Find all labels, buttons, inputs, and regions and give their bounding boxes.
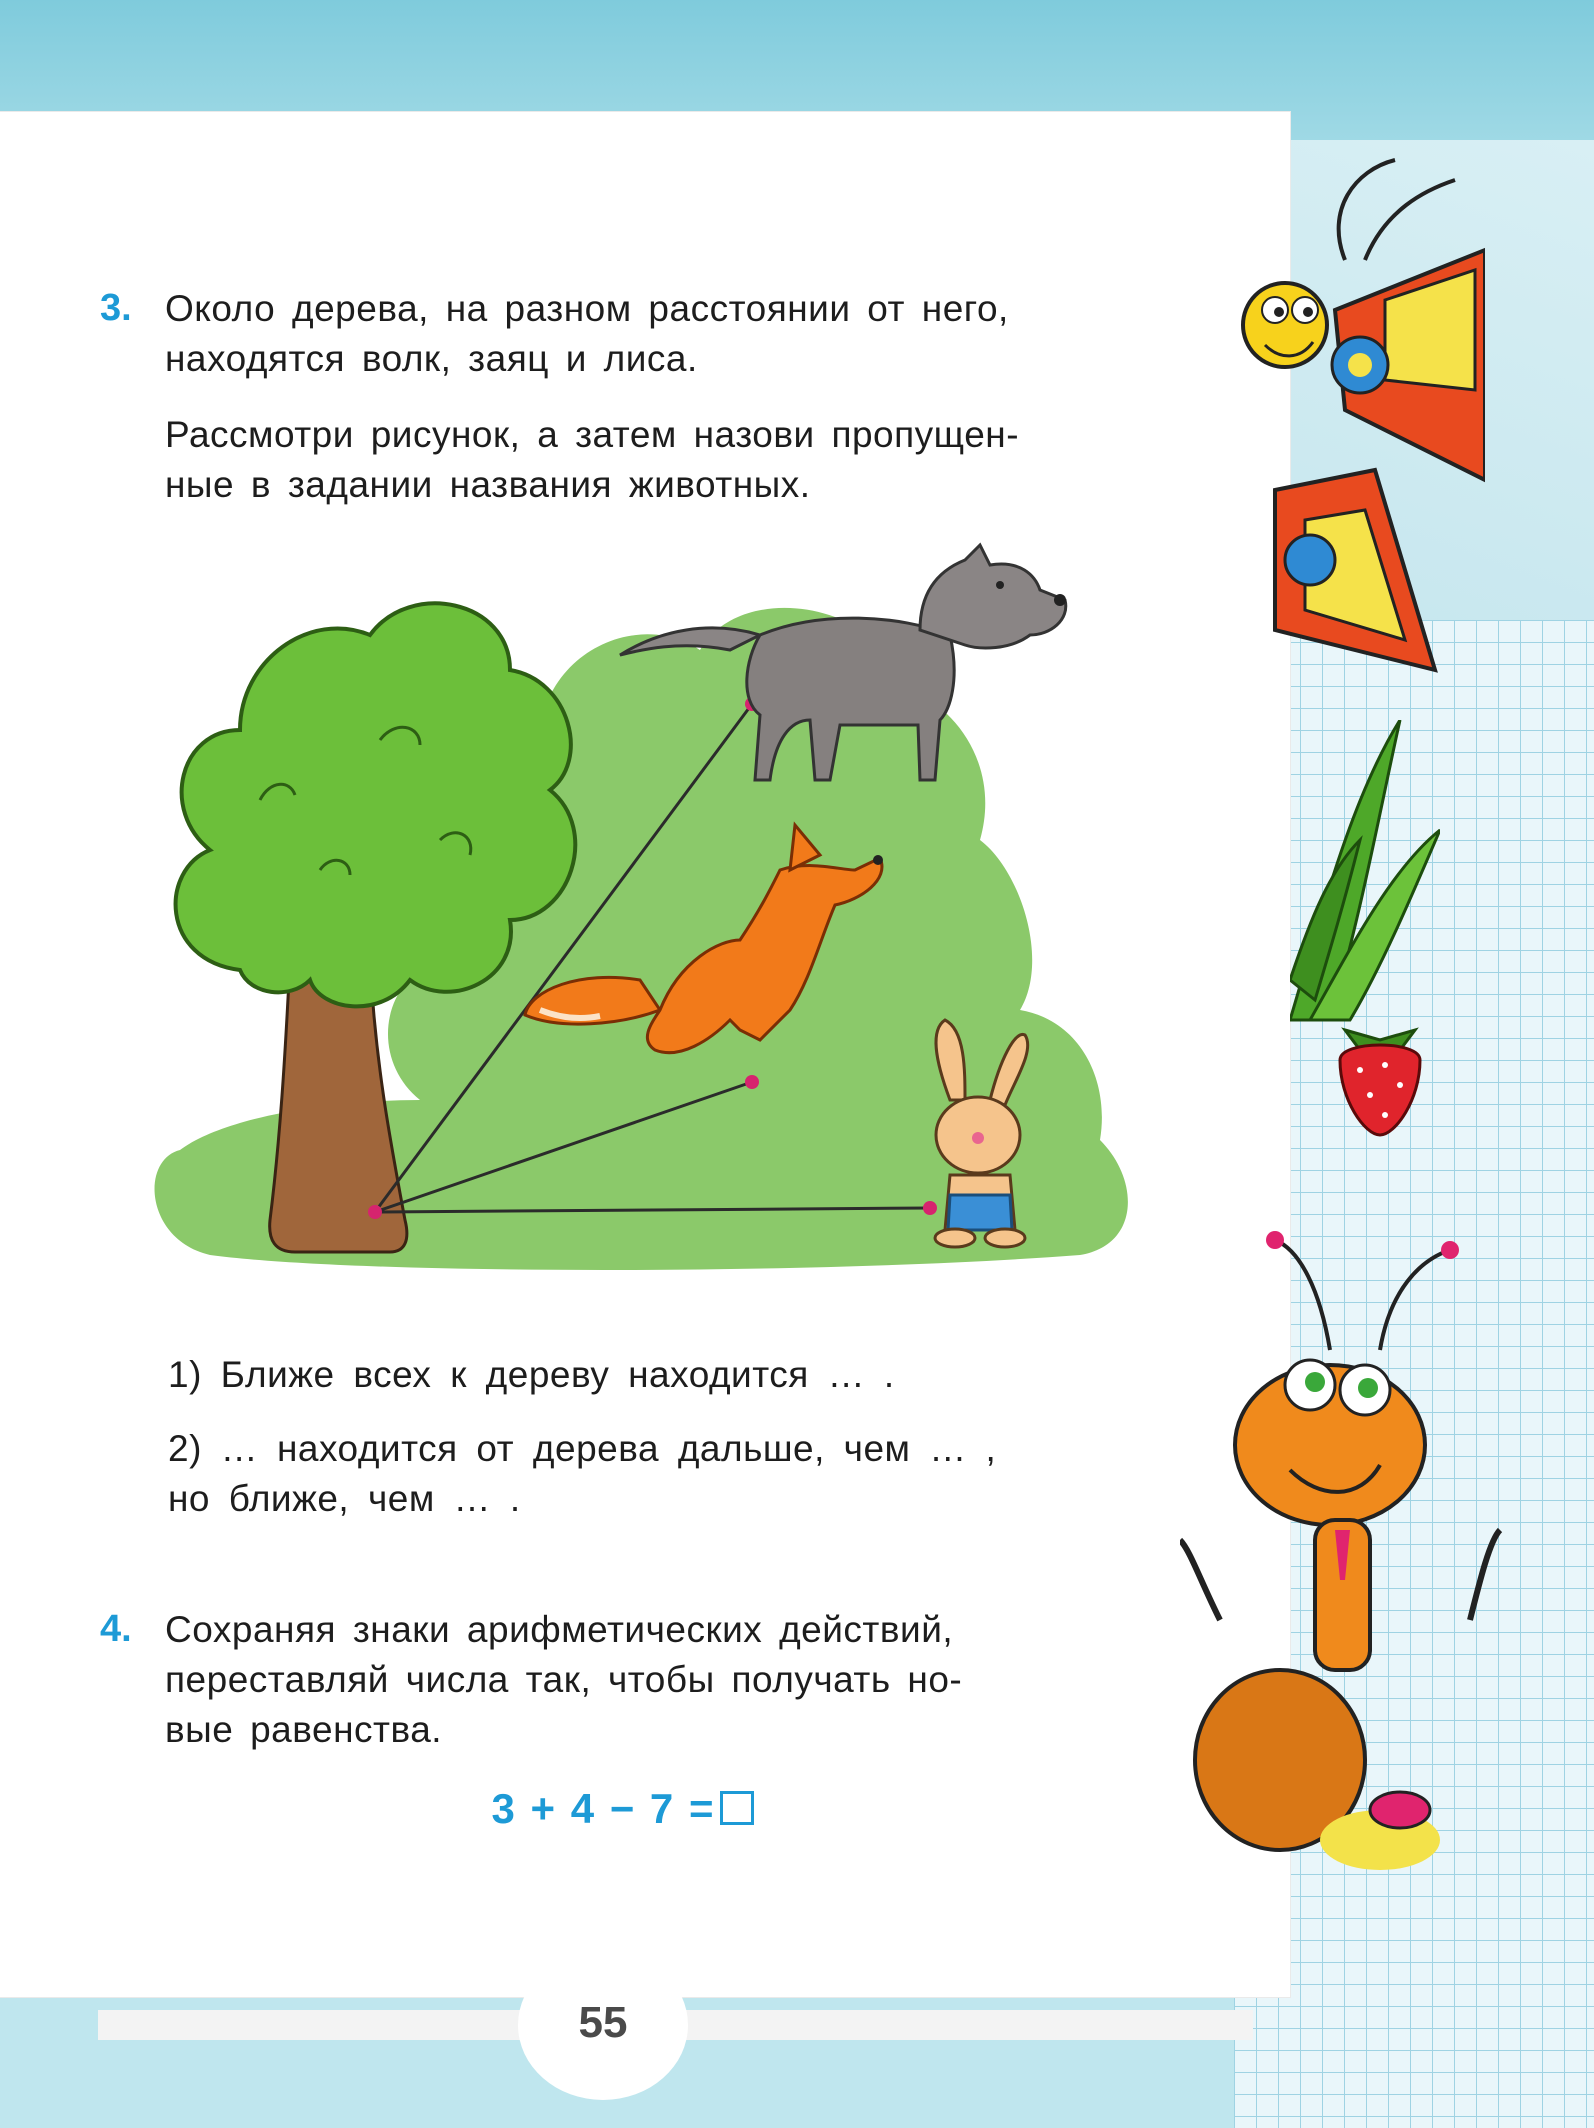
butterfly-icon [1235, 150, 1485, 690]
answer-box [720, 1791, 754, 1825]
task-3-number: 3. [100, 287, 132, 329]
grass-icon [1290, 720, 1440, 1030]
strawberry-icon [1325, 1010, 1435, 1140]
task-4-line-2: переставляй числа так, чтобы получать но- [165, 1659, 963, 1700]
equation [0, 1785, 1245, 1833]
distance-illustration [120, 540, 1140, 1280]
task-3-instruction-line-2: ные в задании названия животных. [165, 464, 811, 505]
question-2-line-2: но ближе, чем … . [168, 1478, 521, 1519]
task-4-line-3: вые равенства. [165, 1709, 443, 1750]
ant-icon [1180, 1200, 1510, 1880]
page-number: 55 [578, 1998, 628, 2047]
task-4-line-1: Сохраняя знаки арифметических действий, [165, 1609, 954, 1650]
task-3-intro-line-2: находятся волк, заяц и лиса. [165, 338, 698, 379]
equation-text: 3 + 4 − 7 = [491, 1785, 716, 1832]
task-3-intro-line-1: Около дерева, на разном расстоянии от него, [165, 288, 1009, 329]
question-1: 1) Ближе всех к дереву находится … . [168, 1354, 895, 1395]
question-2-line-1: 2) … находится от дерева дальше, чем … , [168, 1428, 997, 1469]
task-3-instruction-line-1: Рассмотри рисунок, а затем назови пропущен- [165, 414, 1020, 455]
task-4-number: 4. [100, 1608, 132, 1650]
